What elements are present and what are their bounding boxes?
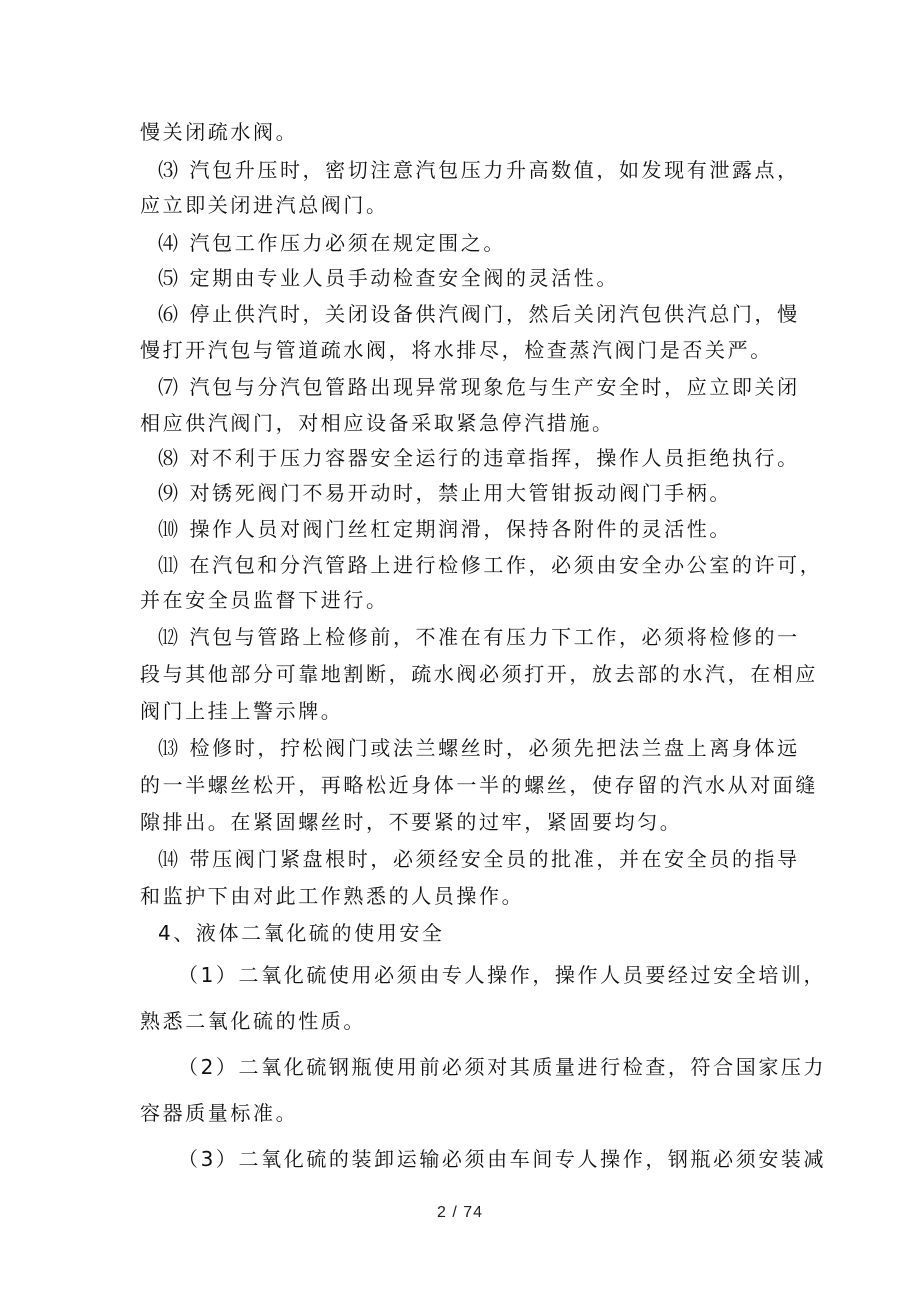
text-line: （1）二氧化硫使用必须由专人操作，操作人员要经过安全培训， [178,963,827,987]
text-line: ⑻ 对不利于压力容器安全运行的违章指挥，操作人员拒绝执行。 [158,446,800,470]
text-line: 段与其他部分可靠地割断，疏水阀必须打开，放去部的水汽，在相应 [140,662,818,686]
text-line: ⒁ 带压阀门紧盘根时，必须经安全员的批准，并在安全员的指导 [158,847,800,871]
text-line: ⑼ 对锈死阀门不易开动时，禁止用大管钳扳动阀门手柄。 [158,481,732,505]
page-number: 2 / 74 [436,1204,484,1221]
text-line: 容器质量标准。 [140,1101,299,1125]
text-line: ⑽ 操作人员对阀门丝杠定期润滑，保持各附件的灵活性。 [158,517,732,541]
text-line: ⑶ 汽包升压时，密切注意汽包压力升高数值，如发现有泄露点， [158,158,800,182]
text-line: （3）二氧化硫的装卸运输必须由车间专人操作，钢瓶必须安装减 [178,1147,827,1171]
text-line: 阀门上挂上警示牌。 [140,699,344,723]
text-line: 慢关闭疏水阀。 [140,120,299,144]
text-line: ⑸ 定期由专业人员手动检查安全阀的灵活性。 [158,266,619,290]
text-line: 隙排出。在紧固螺丝时，不要紧的过牢，紧固要均匀。 [140,810,683,834]
text-line: 熟悉二氧化硫的性质。 [140,1009,366,1033]
text-line: ⒀ 检修时，拧松阀门或法兰螺丝时，必须先把法兰盘上离身体远 [158,736,800,760]
text-line: 和监护下由对此工作熟悉的人员操作。 [140,884,525,908]
text-line: ⑺ 汽包与分汽包管路出现异常现象危与生产安全时，应立即关闭 [158,375,800,399]
section-heading: 4、液体二氧化硫的使用安全 [158,921,445,945]
text-line: 的一半螺丝松开，再略松近身体一半的螺丝，使存留的汽水从对面缝 [140,773,818,797]
text-line: ⑷ 汽包工作压力必须在规定围之。 [158,231,506,255]
text-line: 相应供汽阀门，对相应设备采取紧急停汽措施。 [140,411,615,435]
text-line: （2）二氧化硫钢瓶使用前必须对其质量进行检查，符合国家压力 [178,1055,827,1079]
text-line: 慢打开汽包与管道疏水阀，将水排尽，检查蒸汽阀门是否关严。 [140,338,773,362]
text-line: 应立即关闭进汽总阀门。 [140,193,389,217]
text-line: ⑿ 汽包与管路上检修前，不准在有压力下工作，必须将检修的一 [158,625,800,649]
text-line: ⑾ 在汽包和分汽管路上进行检修工作，必须由安全办公室的许可， [158,553,823,577]
text-line: ⑹ 停止供汽时，关闭设备供汽阀门，然后关闭汽包供汽总门，慢 [158,302,800,326]
text-line: 并在安全员监督下进行。 [140,588,389,612]
